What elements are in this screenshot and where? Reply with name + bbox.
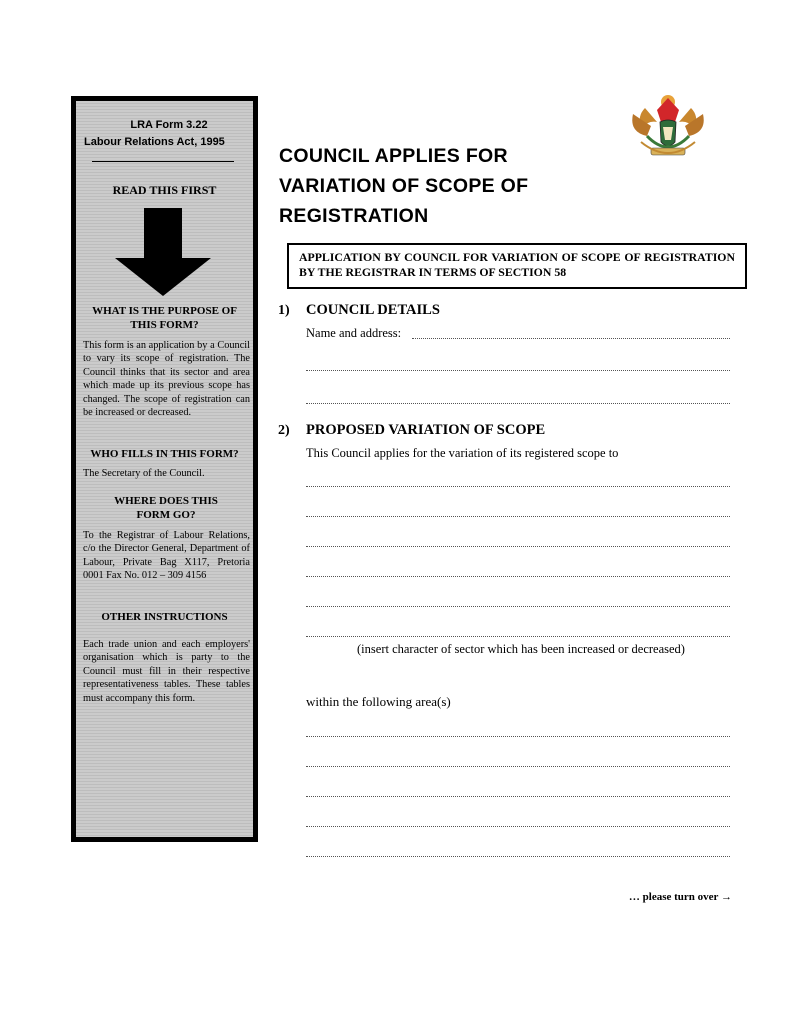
name-address-label: Name and address: <box>306 326 402 340</box>
scope-line-1[interactable] <box>306 486 730 488</box>
area-label: within the following area(s) <box>306 694 451 709</box>
turn-over-note: … please turn over → <box>628 891 732 903</box>
form-number: LRA Form 3.22 <box>130 119 208 131</box>
area-line-3[interactable] <box>306 796 730 798</box>
form-title: COUNCIL APPLIES FOR VARIATION OF SCOPE OF REGISTRATION <box>279 145 529 227</box>
area-line-1[interactable] <box>306 736 730 738</box>
where-heading: WHERE DOES THIS FORM GO? <box>114 495 218 521</box>
section-1-number: 1) <box>278 303 290 318</box>
application-heading-box: APPLICATION BY COUNCIL FOR VARIATION OF SCOPE OF REGISTRATION BY THE REGISTRAR IN TERMS OF SECTION 58 <box>287 243 747 289</box>
purpose-text: This form is an application by a Council to vary its scope of registration. The Council thinks that its sector and area which made up its previous scope has changed. The scope of registration can be increased or decreased. <box>83 340 250 419</box>
other-heading: OTHER INSTRUCTIONS <box>101 611 228 623</box>
down-arrow-icon <box>113 208 213 298</box>
who-text: The Secretary of the Council. <box>83 468 205 479</box>
address-line-3[interactable] <box>306 403 730 405</box>
area-line-2[interactable] <box>306 766 730 768</box>
area-line-4[interactable] <box>306 826 730 828</box>
section-2-number: 2) <box>278 423 290 438</box>
who-heading: WHO FILLS IN THIS FORM? <box>90 448 239 460</box>
scope-line-3[interactable] <box>306 546 730 548</box>
read-first-heading: READ THIS FIRST <box>112 183 217 197</box>
section-1-title: COUNCIL DETAILS <box>306 302 440 318</box>
section-2-title: PROPOSED VARIATION OF SCOPE <box>306 422 546 438</box>
form-header <box>84 117 254 151</box>
name-address-line[interactable] <box>412 338 730 340</box>
instructions-sidebar <box>71 96 258 842</box>
header-divider <box>92 161 234 162</box>
coat-of-arms-emblem <box>627 92 709 164</box>
sector-instruction-note: (insert character of sector which has been increased or decreased) <box>357 642 685 656</box>
area-line-5[interactable] <box>306 856 730 858</box>
scope-line-2[interactable] <box>306 516 730 518</box>
scope-line-6[interactable] <box>306 636 730 638</box>
other-text: Each trade union and each employers' organisation which is party to the Council must fill in their respective representativeness tables. These tables must accompany this form. <box>83 639 250 704</box>
act-name: Labour Relations Act, 1995 <box>84 136 225 148</box>
scope-line-4[interactable] <box>306 576 730 578</box>
scope-intro-text: This Council applies for the variation of its registered scope to <box>306 446 619 460</box>
address-line-2[interactable] <box>306 370 730 372</box>
purpose-heading: WHAT IS THE PURPOSE OF THIS FORM? <box>92 305 237 331</box>
scope-line-5[interactable] <box>306 606 730 608</box>
where-text: To the Registrar of Labour Relations, c/o the Director General, Department of Labour, Private Bag X117, Pretoria 0001 Fax No. 012 – 309 4156 <box>83 530 250 582</box>
